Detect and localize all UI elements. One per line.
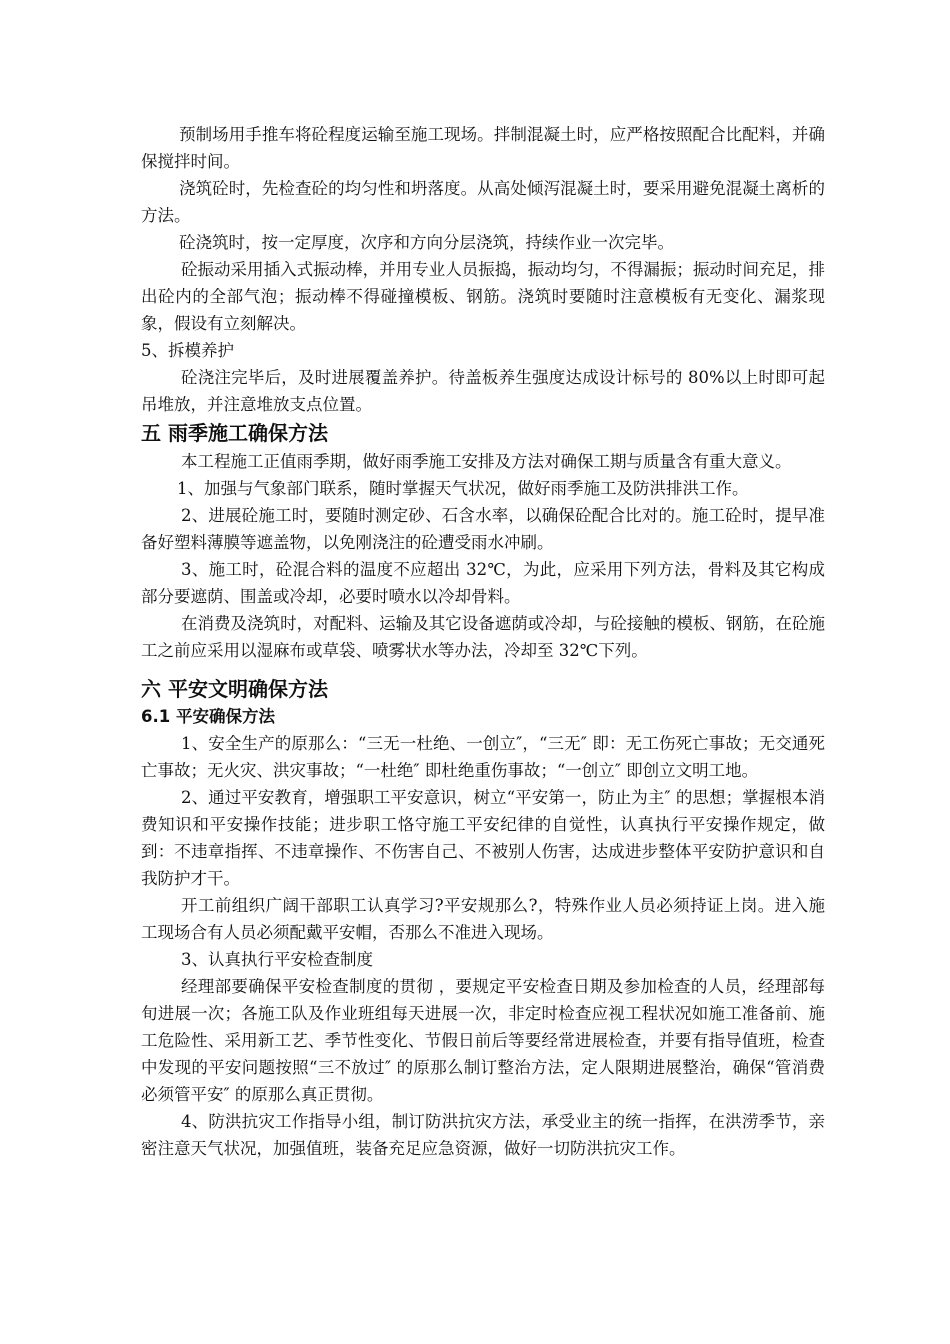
paragraph-safety-training: 开工前组织广阔干部职工认真学习?平安规那么?，特殊作业人员必须持证上岗。进入施工现场合有人员必须配戴平安帽，否那么不准进入现场。 <box>141 896 825 942</box>
paragraph-rainy-item-1: 1、加强与气象部门联系，随时掌握天气状况，做好雨季施工及防洪排洪工作。 <box>177 479 749 498</box>
paragraph-rainy-cooling: 在消费及浇筑时，对配料、运输及其它设备遮荫或冷却，与砼接触的模板、钢筋，在砼施工之前应采用以湿麻布或草袋、喷雾状水等办法，冷却至 32℃下列。 <box>141 614 825 660</box>
paragraph-safety-inspection-heading: 3、认真执行平安检查制度 <box>181 950 373 969</box>
paragraph-rainy-item-2: 2、进展砼施工时，要随时测定砂、石含水率，以确保砼配合比对的。施工砼时，提早准备好塑料薄膜等遮盖物，以免刚浇注的砼遭受雨水冲刷。 <box>141 506 825 552</box>
paragraph-transport: 预制场用手推车将砼程度运输至施工现场。拌制混凝土时，应严格按照配合比配料，并确保搅拌时间。 <box>141 125 825 171</box>
paragraph-layered-pouring: 砼浇筑时，按一定厚度，次序和方向分层浇筑，持续作业一次完毕。 <box>179 233 674 252</box>
paragraph-safety-principle: 1、安全生产的原那么：“三无一杜绝、一创立″，“三无″ 即：无工伤死亡事故；无交通死亡事故；无火灾、洪灾事故；“一杜绝″ 即杜绝重伤事故；“一创立″ 即创立文明工地。 <box>141 734 825 780</box>
paragraph-safety-education: 2、通过平安教育，增强职工平安意识，树立“平安第一，防止为主″ 的思想；掌握根本消费知识和平安操作技能；进步职工恪守施工平安纪律的自觉性，认真执行平安操作规定，做到：不违章指挥、不违章操作、不伤害自己、不被别人伤害，达成进步整体平安防护意识和自我防护才干。 <box>141 788 825 888</box>
item-formwork-curing: 5、拆模养护 <box>141 341 234 360</box>
section-title-rainy-season: 五 雨季施工确保方法 <box>141 421 328 445</box>
paragraph-vibration: 砼振动采用插入式振动棒，并用专业人员振捣，振动均匀，不得漏振；振动时间充足，排出砼内的全部气泡；振动棒不得碰撞模板、钢筋。浇筑时要随时注意模板有无变化、漏浆现象，假设有立刻解决。 <box>141 260 825 333</box>
paragraph-flood-control: 4、防洪抗灾工作指导小组，制订防洪抗灾方法，承受业主的统一指挥，在洪涝季节，亲密注意天气状况，加强值班，装备充足应急资源，做好一切防洪抗灾工作。 <box>141 1112 825 1158</box>
paragraph-rainy-item-3: 3、施工时，砼混合料的温度不应超出 32℃，为此，应采用下列方法，骨料及其它构成部分要遮荫、围盖或冷却，必要时喷水以冷却骨料。 <box>141 560 825 606</box>
document-page <box>141 121 825 1162</box>
subsection-title-safety-measures: 6.1 平安确保方法 <box>141 707 275 726</box>
paragraph-pouring-check: 浇筑砼时，先检查砼的均匀性和坍落度。从高处倾泻混凝土时，要采用避免混凝土离析的方法。 <box>141 179 825 225</box>
paragraph-rainy-intro: 本工程施工正值雨季期，做好雨季施工安排及方法对确保工期与质量含有重大意义。 <box>181 452 792 471</box>
section-title-safety: 六 平安文明确保方法 <box>141 677 328 701</box>
paragraph-safety-inspection: 经理部要确保平安检查制度的贯彻 ，要规定平安检查日期及参加检查的人员，经理部每旬进展一次；各施工队及作业班组每天进展一次，非定时检查应视工程状况如施工准备前、施工危险性、采用新工艺、季节性变化、节假日前后等要经常进展检查，并要有指导值班，检查中发现的平安问题按照“三不放过″ 的原那么制订整治方法，定人限期进展整治，确保“管消费必须管平安″ 的原那么真正贯彻。 <box>141 977 825 1104</box>
paragraph-curing: 砼浇注完毕后，及时进展覆盖养护。待盖板养生强度达成设计标号的 80%以上时即可起吊堆放，并注意堆放支点位置。 <box>141 368 825 414</box>
